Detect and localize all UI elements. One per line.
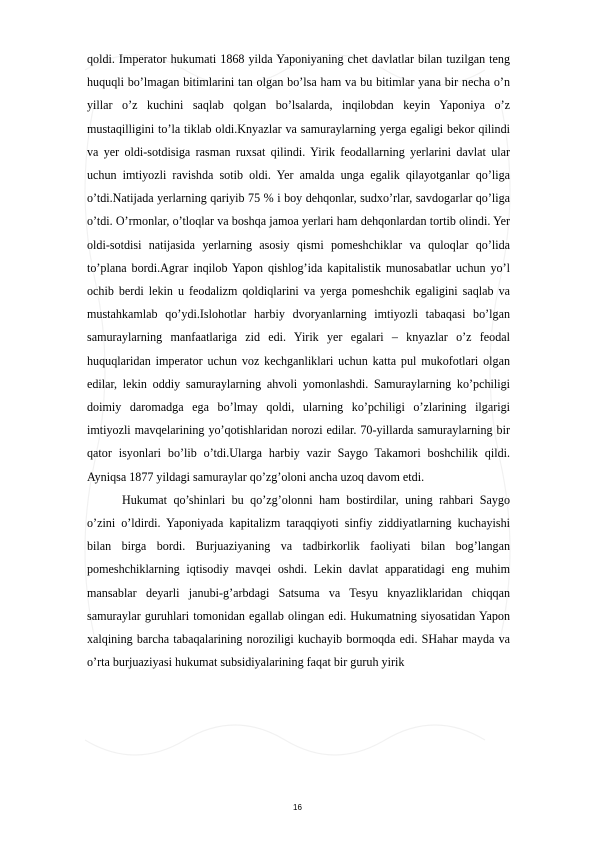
body-text — [87, 48, 510, 674]
paragraph-2: Hukumat qo’shinlari bu qo’zg’olonni ham bostirdilar, uning rahbari Saygo o’zini o’ldirdi. Yaponiyada kapitalizm taraqqiyoti sinfiy ziddiyatlarning kuchayishi bilan birga bordi. Burjuaziyaning va tadbirkorlik faoliyati bilan bog’langan pomeshchiklarning iqtisodiy mavqei oshdi. Lekin davlat apparatidagi eng muhim mansablar deyarli janubi-g’arbdagi Satsuma va Tesyu knyazliklaridan chiqqan samuraylar guruhlari tomonidan egallab olingan edi. Hukumatning siyosatidan Yapon xalqining barcha tabaqalarining noroziligi kuchayib bormoqda edi. SHahar mayda va o’rta burjuaziyasi hukumat subsidiyalarining faqat bir guruh yirik — [87, 492, 510, 670]
paragraph-1: qoldi. Imperator hukumati 1868 yilda Yaponiyaning chet davlatlar bilan tuzilgan teng huquqli bo’lmagan bitimlarini tan olgan bo’lsa ham va bu bitimlar yana bir necha o’n yillar o’z kuchini saqlab qolgan bo’lsalarda, inqilobdan keyin Yaponiya o’z mustaqilligini to’la tiklab oldi.Knyazlar va samuraylarning yerga egaligi bekor qilindi va yer oldi-sotdisiga rasman ruxsat qilindi. Yirik feodallarning yerlarini davlat ular uchun imtiyozli ravishda sotib oldi. Yer amalda unga egalik qilayotganlar qo’liga o’tdi.Natijada yerlarning qariyib 75 % i boy dehqonlar, sudxo’rlar, savdogarlar qo’liga o’tdi. O’rmonlar, o’tloqlar va boshqa jamoa yerlari ham dehqonlardan tortib olindi. Yer oldi-sotdisi natijasida yerlarning asosiy qismi pomeshchiklar va quloqlar qo’lida to’plana bordi.Agrar inqilob Yapon qishlog’ida kapitalistik munosabatlar uchun yo’l ochib berdi lekin u feodalizm qoldiqlarini va yerga pomeshchik egaligini saqlab va mustahkamlab qo’ydi.Islohotlar harbiy dvoryanlarning imtiyozli tabaqasi bo’lgan samuraylarning manfaatlariga zid edi. Yirik yer egalari – knyazlar o’z feodal huquqlaridan imperator uchun voz kechganliklari uchun katta pul mukofotlari olgan edilar, lekin oddiy samuraylarning ahvoli yomonlashdi. Samuraylarning ko’pchiligi doimiy daromadga ega bo’lmay qoldi, ularning ko’pchiligi o’zlarining ilgarigi imtiyozli mavqelarining yo’qotishlaridan norozi edilar. 70-yillarda samuraylarning bir qator isyonlari bo’lib o’tdi.Ularga harbiy vazir Saygo Takamori boshchilik qildi. Ayniqsa 1877 yildagi samuraylar qo’zg’oloni ancha uzoq davom etdi. — [87, 52, 510, 484]
page-number: 16 — [293, 803, 302, 812]
